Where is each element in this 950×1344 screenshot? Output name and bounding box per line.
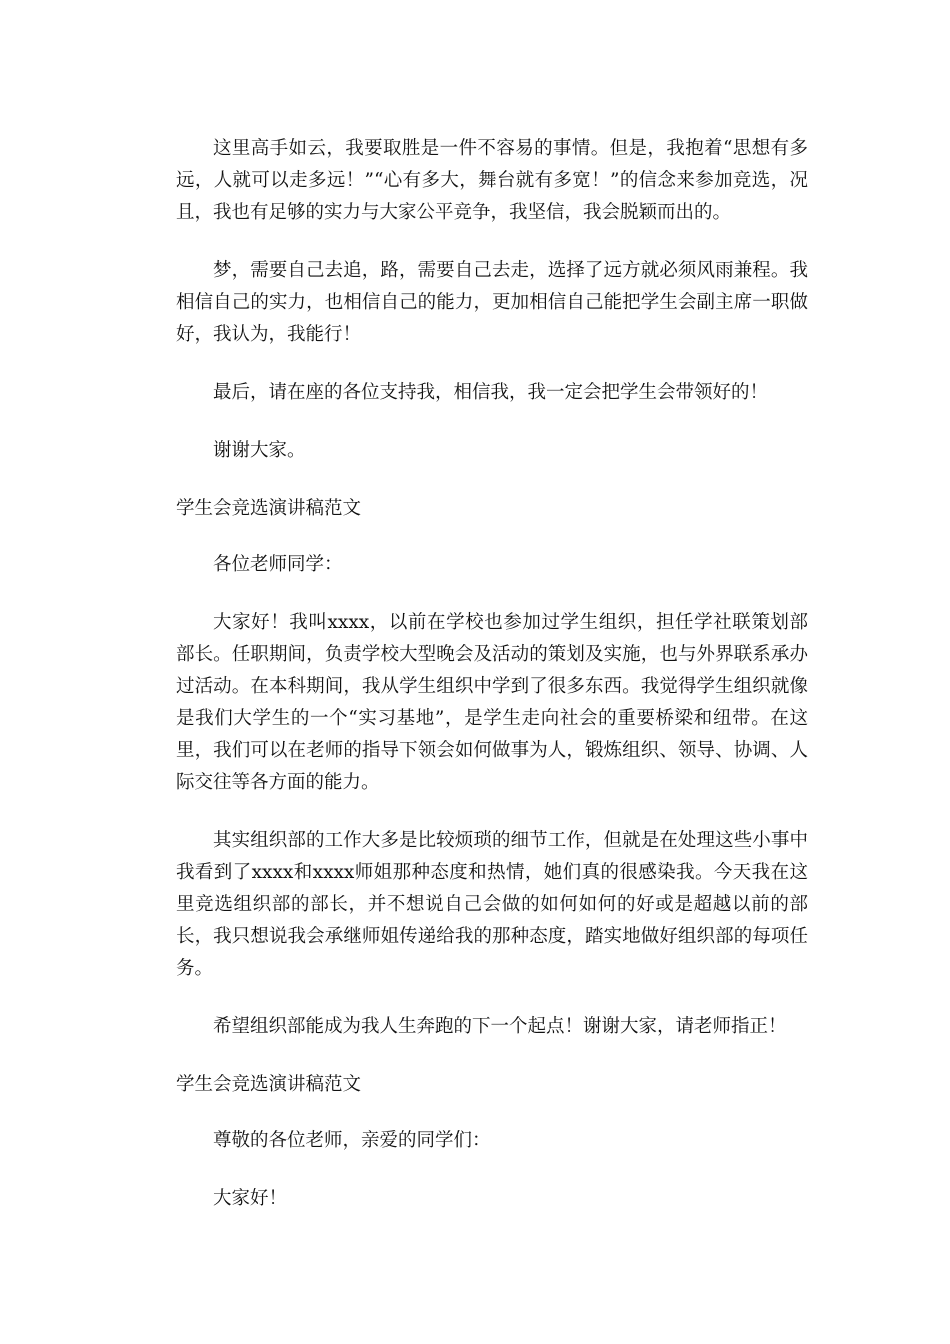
salutation: 各位老师同学：	[213, 554, 343, 575]
section-title: 学生会竞选演讲稿范文	[176, 498, 362, 519]
paragraph: 这里高手如云，我要取胜是一件不容易的事情。但是，我抱着“思想有多远，人就可以走多远！”“心有多大，舞台就有多宽！”的信念来参加竞选，况且，我也有足够的实力与大家公平竞争，我坚信，我会脱颖而出的。	[176, 138, 808, 223]
document-body	[176, 133, 808, 1241]
paragraph: 谢谢大家。	[213, 440, 306, 461]
section-title: 学生会竞选演讲稿范文	[176, 1074, 362, 1095]
paragraph: 希望组织部能成为我人生奔跑的下一个起点！谢谢大家，请老师指正！	[213, 1016, 787, 1037]
paragraph: 其实组织部的工作大多是比较烦琐的细节工作，但就是在处理这些小事中我看到了xxxx和xxxx师姐那种态度和热情，她们真的很感染我。今天我在这里竞选组织部的部长，并不想说自己会做的如何如何的好或是超越以前的部长，我只想说我会承继师姐传递给我的那种态度，踏实地做好组织部的每项任务。	[176, 830, 808, 979]
greeting: 大家好！	[213, 1188, 288, 1209]
salutation: 尊敬的各位老师，亲爱的同学们：	[213, 1130, 491, 1151]
paragraph: 最后，请在座的各位支持我，相信我，我一定会把学生会带领好的！	[213, 382, 769, 403]
paragraph: 梦，需要自己去追，路，需要自己去走，选择了远方就必须风雨兼程。我相信自己的实力，也相信自己的能力，更加相信自己能把学生会副主席一职做好，我认为，我能行！	[176, 260, 808, 345]
paragraph: 大家好！我叫xxxx，以前在学校也参加过学生组织，担任学社联策划部部长。任职期间，负责学校大型晚会及活动的策划及实施，也与外界联系承办过活动。在本科期间，我从学生组织中学到了很多东西。我觉得学生组织就像是我们大学生的一个“实习基地”，是学生走向社会的重要桥梁和纽带。在这里，我们可以在老师的指导下领会如何做事为人，锻炼组织、领导、协调、人际交往等各方面的能力。	[176, 612, 808, 793]
